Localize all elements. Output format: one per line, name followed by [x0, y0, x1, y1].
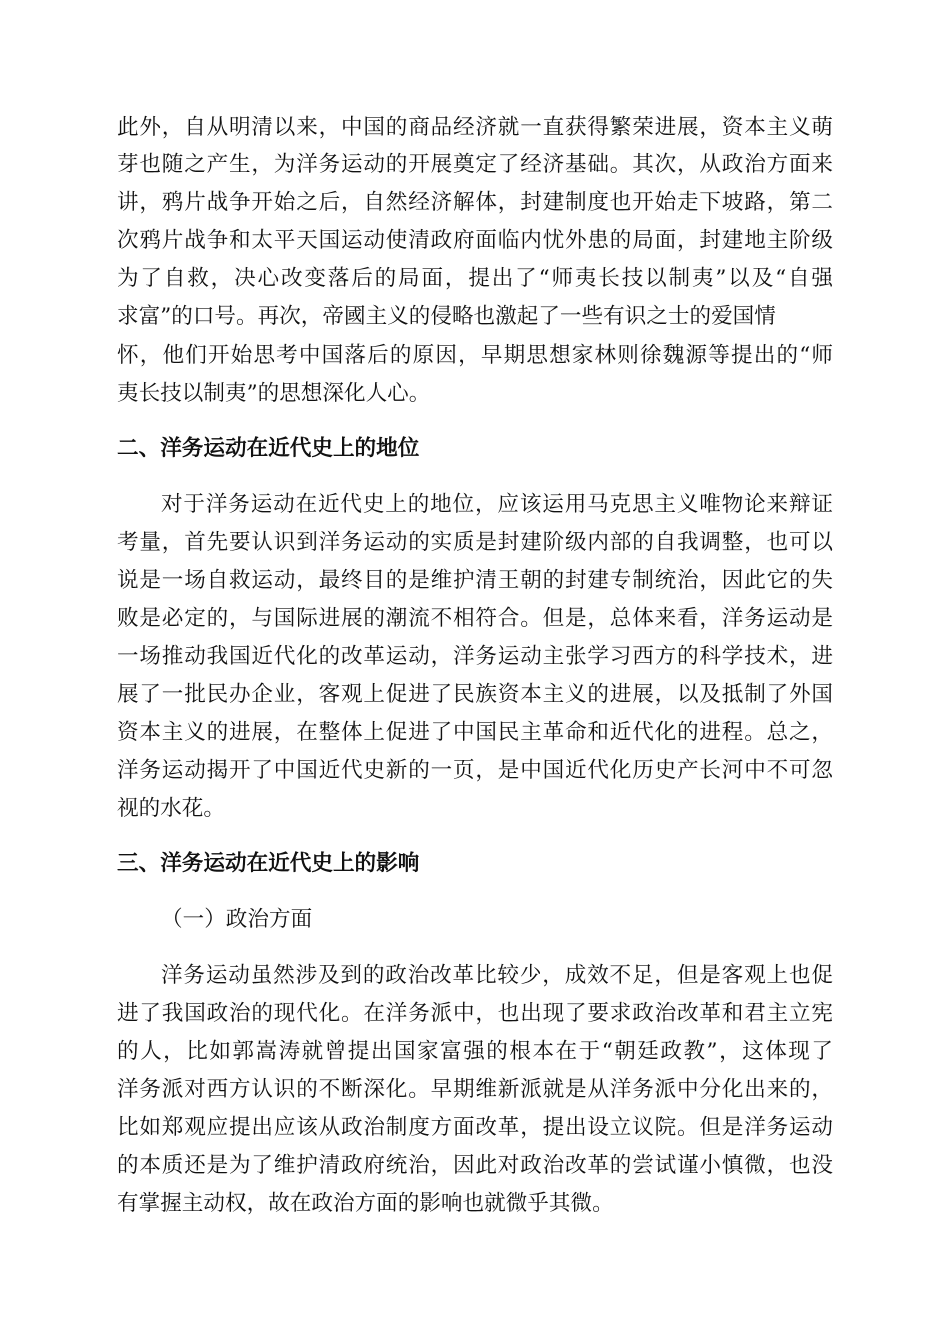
text-line: 此外，自从明清以来，中国的商品经济就一直获得繁荣进展，资本主义萌 [117, 115, 833, 140]
text-line: 说是一场自救运动，最终目的是维护清王朝的封建专制统治，因此它的失 [117, 568, 833, 593]
text-line: 求富”的口号。再次，帝國主义的侵略也激起了一些有识之士的爱国情 [117, 304, 776, 329]
text-line: 的本质还是为了维护清政府统治，因此对政治改革的尝试谨小慎微，也没 [117, 1153, 833, 1178]
text-line: 考量，首先要认识到洋务运动的实质是封建阶级内部的自我调整，也可以 [117, 530, 833, 555]
text-line: 资本主义的进展，在整体上促进了中国民主革命和近代化的进程。总之， [117, 720, 833, 745]
text-line: 洋务运动揭开了中国近代史新的一页，是中国近代化历史产长河中不可忽 [117, 758, 833, 783]
text-line: 次鸦片战争和太平天国运动使清政府面临内忧外患的局面，封建地主阶级 [117, 228, 833, 253]
text-line: 一场推动我国近代化的改革运动，洋务运动主张学习西方的科学技术，进 [117, 644, 833, 669]
text-line: 芽也随之产生，为洋务运动的开展奠定了经济基础。其次，从政治方面来 [117, 152, 833, 177]
text-line: 对于洋务运动在近代史上的地位，应该运用马克思主义唯物论来辩证 [161, 492, 833, 517]
subsection-heading-political: （一）政治方面 [161, 907, 313, 932]
text-line: 有掌握主动权，故在政治方面的影响也就微乎其微。 [117, 1191, 614, 1216]
section-heading-status: 二、洋务运动在近代史上的地位 [117, 436, 420, 461]
text-line: 为了自救，决心改变落后的局面，提出了“师夷长技以制夷”以及“自强 [117, 266, 833, 291]
section-heading-influence: 三、洋务运动在近代史上的影响 [117, 851, 420, 876]
text-line: 败是必定的，与国际进展的潮流不相符合。但是，总体来看，洋务运动是 [117, 606, 833, 631]
text-line: 洋务运动虽然涉及到的政治改革比较少，成效不足，但是客观上也促 [161, 963, 833, 988]
text-line: 的人，比如郭嵩涛就曾提出国家富强的根本在于“朝廷政教”，这体现了 [117, 1039, 833, 1064]
text-line: 进了我国政治的现代化。在洋务派中，也出现了要求政治改革和君主立宪 [117, 1001, 833, 1026]
text-line: 洋务派对西方认识的不断深化。早期维新派就是从洋务派中分化出来的， [117, 1077, 833, 1102]
text-line: 讲，鸦片战争开始之后，自然经济解体，封建制度也开始走下坡路，第二 [117, 190, 833, 215]
text-line: 怀，他们开始思考中国落后的原因，早期思想家林则徐魏源等提出的“师 [117, 343, 833, 368]
text-line: 展了一批民办企业，客观上促进了民族资本主义的进展，以及抵制了外国 [117, 682, 833, 707]
text-line: 夷长技以制夷”的思想深化人心。 [117, 381, 431, 406]
text-line: 比如郑观应提出应该从政治制度方面改革，提出设立议院。但是洋务运动 [117, 1115, 833, 1140]
text-line: 视的水花。 [117, 796, 225, 821]
